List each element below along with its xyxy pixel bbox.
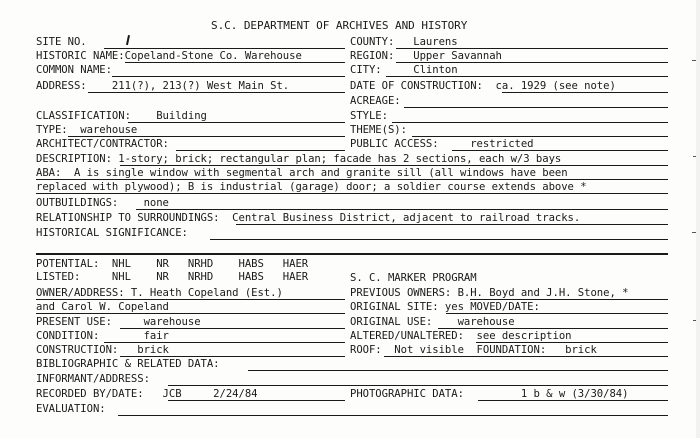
classification-underline bbox=[128, 122, 345, 123]
altered-unaltered-field: ALTERED/UNALTERED: see description bbox=[350, 330, 572, 342]
description-line-3: replaced with plywood); B is industrial (garage) door; a soldier course extends above * bbox=[36, 181, 587, 193]
county-field: COUNTY: Laurens bbox=[350, 36, 458, 48]
city-field: CITY: Clinton bbox=[350, 64, 458, 76]
construction-field: CONSTRUCTION: brick bbox=[36, 344, 169, 356]
informant-address-field: INFORMANT/ADDRESS: bbox=[36, 373, 150, 385]
historic-name-field: HISTORIC NAME:Copeland-Stone Co. Warehouse bbox=[36, 50, 302, 62]
roof-foundation-field: ROOF: Not visible FOUNDATION: brick bbox=[350, 344, 597, 356]
description-line-2: ABA: A is single window with segmental arch and granite sill (all windows have been bbox=[36, 167, 568, 179]
outbuildings-field: OUTBUILDINGS: none bbox=[36, 197, 169, 209]
roof-foundation-underline bbox=[384, 356, 668, 357]
marker-program-label: S. C. MARKER PROGRAM bbox=[350, 272, 477, 284]
evaluation-field: EVALUATION: bbox=[36, 403, 106, 415]
historical-significance-field: HISTORICAL SIGNIFICANCE: bbox=[36, 227, 188, 239]
description-underline-3 bbox=[36, 193, 668, 194]
site-no-label: SITE NO. bbox=[36, 36, 87, 48]
address-field: ADDRESS: 211(?), 213(?) West Main St. bbox=[36, 80, 290, 92]
public-access-underline bbox=[452, 150, 668, 151]
bibliographic-data-underline bbox=[248, 370, 668, 371]
architect-field: ARCHITECT/CONTRACTOR: bbox=[36, 138, 169, 150]
owner-address-underline-2 bbox=[36, 313, 345, 314]
public-access-field: PUBLIC ACCESS: restricted bbox=[350, 138, 534, 150]
themes-field: THEME(S): bbox=[350, 124, 407, 136]
acreage-underline bbox=[404, 107, 668, 108]
bibliographic-data-field: BIBLIOGRAPHIC & RELATED DATA: bbox=[36, 358, 220, 370]
architect-underline bbox=[176, 150, 345, 151]
city-underline bbox=[386, 76, 668, 77]
recorded-by-date-field: RECORDED BY/DATE: JCB 2/24/84 bbox=[36, 388, 258, 400]
card-edge-shadow bbox=[696, 0, 700, 438]
condition-field: CONDITION: fair bbox=[36, 330, 169, 342]
acreage-field: ACREAGE: bbox=[350, 95, 401, 107]
original-site-field: ORIGINAL SITE: yes MOVED/DATE: bbox=[350, 301, 540, 313]
relationship-field: RELATIONSHIP TO SURROUNDINGS: Central Business District, adjacent to railroad tracks. bbox=[36, 212, 581, 224]
photographic-data-field: PHOTOGRAPHIC DATA: 1 b & w (3/30/84) bbox=[350, 388, 629, 400]
recorded-by-date-underline bbox=[168, 400, 345, 401]
classification-field: CLASSIFICATION: Building bbox=[36, 110, 207, 122]
common-name-underline bbox=[112, 76, 345, 77]
owner-address-line-2: and Carol W. Copeland bbox=[36, 301, 169, 313]
common-name-field: COMMON NAME: bbox=[36, 64, 112, 76]
listed-field: LISTED: NHL NR NRHD HABS HAER bbox=[36, 271, 309, 283]
potential-field: POTENTIAL: NHL NR NRHD HABS HAER bbox=[36, 258, 309, 270]
original-site-underline bbox=[446, 313, 668, 314]
site-no-handwritten-mark bbox=[126, 35, 130, 45]
address-underline bbox=[88, 92, 345, 93]
date-of-construction-underline bbox=[502, 92, 668, 93]
card-title: S.C. DEPARTMENT OF ARCHIVES AND HISTORY bbox=[211, 19, 468, 32]
present-use-field: PRESENT USE: warehouse bbox=[36, 316, 201, 328]
region-field: REGION: Upper Savannah bbox=[350, 50, 502, 62]
relationship-underline bbox=[236, 224, 668, 225]
original-use-field: ORIGINAL USE: warehouse bbox=[350, 316, 515, 328]
previous-owners-field: PREVIOUS OWNERS: B.H. Boyd and J.H. Stone, * bbox=[350, 287, 629, 299]
style-field: STYLE: bbox=[350, 110, 388, 122]
description-line-1: DESCRIPTION: 1-story; brick; rectangular plan; facade has 2 sections, each w/3 bays bbox=[36, 153, 562, 165]
historical-significance-underline bbox=[210, 239, 668, 240]
date-of-construction-field: DATE OF CONSTRUCTION: ca. 1929 (see note) bbox=[350, 80, 616, 92]
informant-address-underline bbox=[168, 385, 668, 386]
style-underline bbox=[392, 122, 668, 123]
type-field: TYPE: warehouse bbox=[36, 124, 138, 136]
evaluation-underline bbox=[118, 415, 668, 416]
section-divider bbox=[36, 253, 668, 255]
photographic-data-underline bbox=[478, 400, 668, 401]
owner-address-field: OWNER/ADDRESS: T. Heath Copeland (Est.) bbox=[36, 287, 283, 299]
historic-name-underline bbox=[125, 62, 345, 63]
outbuildings-underline bbox=[136, 209, 668, 210]
